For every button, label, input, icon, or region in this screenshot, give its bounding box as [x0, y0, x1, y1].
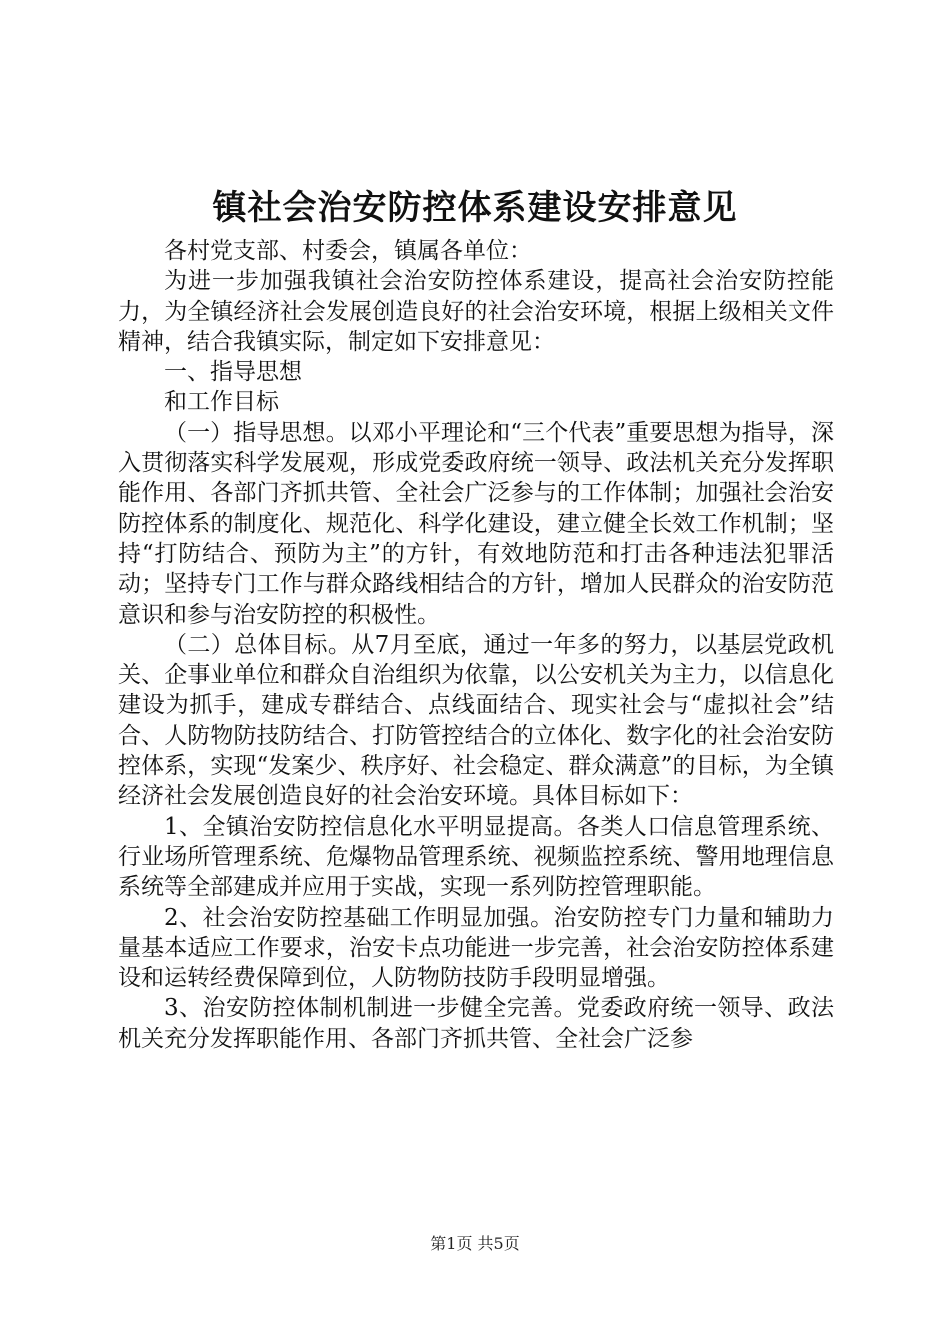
- paragraph-goal-2: 2、社会治安防控基础工作明显加强。治安防控专门力量和辅助力量基本适应工作要求，治安卡点功能进一步完善，社会治安防控体系建设和运转经费保障到位，人防物防技防手段明显增强。: [118, 904, 834, 992]
- section-heading-1: 一、指导思想: [164, 359, 302, 386]
- paragraph-goal-3: 3、治安防控体制机制进一步健全完善。党委政府统一领导、政法机关充分发挥职能作用、各部门齐抓共管、全社会广泛参: [118, 995, 834, 1052]
- paragraph-goal-1: 1、全镇治安防控信息化水平明显提高。各类人口信息管理系统、行业场所管理系统、危爆物品管理系统、视频监控系统、警用地理信息系统等全部建成并应用于实战，实现一系列防控管理职能。: [118, 813, 834, 901]
- paragraph-overall-goal: （二）总体目标。从7月至底，通过一年多的努力，以基层党政机关、企事业单位和群众自治组织为依靠，以公安机关为主力，以信息化建设为抓手，建成专群结合、点线面结合、现实社会与“虚拟社会”结合、人防物防技防结合、打防管控结合的立体化、数字化的社会治安防控体系，实现“发案少、秩序好、社会稳定、群众满意”的目标，为全镇经济社会发展创造良好的社会治安环境。具体目标如下：: [118, 631, 834, 810]
- paragraph-intro: 为进一步加强我镇社会治安防控体系建设，提高社会治安防控能力，为全镇经济社会发展创造良好的社会治安环境，根据上级相关文件精神，结合我镇实际，制定如下安排意见：: [118, 268, 834, 355]
- paragraph-salutation: 各村党支部、村委会，镇属各单位：: [164, 238, 532, 264]
- paragraph-guiding-thought: （一）指导思想。以邓小平理论和“三个代表”重要思想为指导，深入贯彻落实科学发展观，形成党委政府统一领导、政法机关充分发挥职能作用、各部门齐抓共管、全社会广泛参与的工作体制；加强社会治安防控体系的制度化、规范化、科学化建设，建立健全长效工作机制；坚持“打防结合、预防为主”的方针，有效地防范和打击各种违法犯罪活动；坚持专门工作与群众路线相结合的方针，增加人民群众的治安防范意识和参与治安防控的积极性。: [118, 419, 834, 628]
- section-heading-1-cont: 和工作目标: [164, 389, 279, 416]
- document-body: [118, 236, 834, 1054]
- document-title: 镇社会治安防控体系建设安排意见: [212, 188, 738, 228]
- page-number-footer: 第1页 共5页: [430, 1234, 520, 1253]
